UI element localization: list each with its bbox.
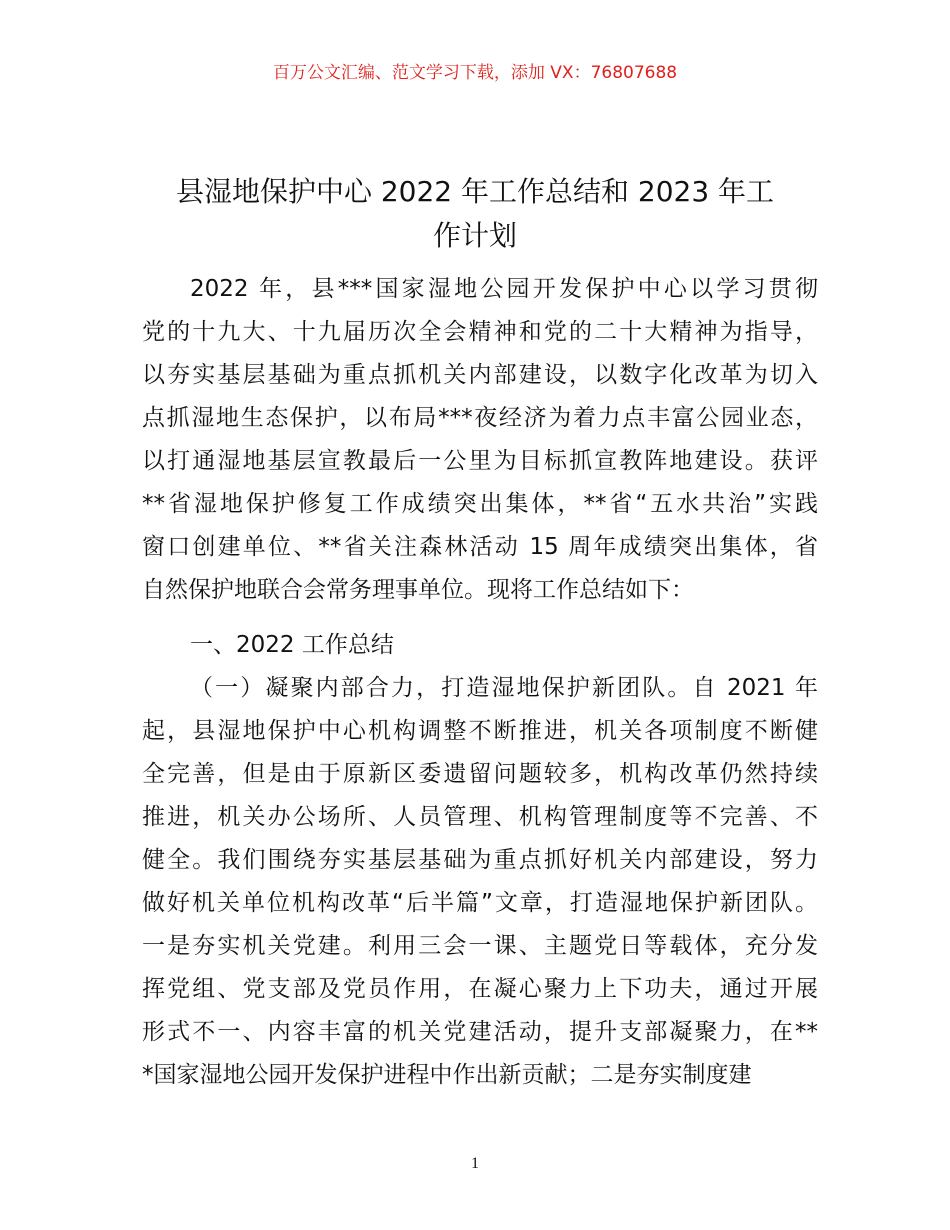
text-line: 起，县湿地保护中心机构调整不断推进，机关各项制度不断健	[142, 718, 818, 744]
text-line: 窗口创建单位、**省关注森林活动 15 周年成绩突出集体，省	[142, 534, 818, 560]
page-number: 1	[471, 1155, 479, 1172]
text-line: *国家湿地公园开发保护进程中作出新贡献；二是夯实制度建	[142, 1062, 752, 1088]
text-line: 党的十九大、十九届历次全会精神和党的二十大精神为指导，	[142, 319, 818, 345]
text-line: 挥党组、党支部及党员作用，在凝心聚力上下功夫，通过开展	[142, 976, 818, 1002]
text-line: **省湿地保护修复工作成绩突出集体，**省“五水共治”实践	[142, 491, 818, 517]
text-line: 做好机关单位机构改革“后半篇”文章，打造湿地保护新团队。	[142, 890, 818, 916]
text-line: 以打通湿地基层宣教最后一公里为目标抓宣教阵地建设。获评	[142, 448, 818, 474]
text-line: 点抓湿地生态保护，以布局***夜经济为着力点丰富公园业态，	[142, 405, 818, 431]
text-line: 形式不一、内容丰富的机关党建活动，提升支部凝聚力，在**	[142, 1019, 818, 1045]
text-line: 自然保护地联合会常务理事单位。现将工作总结如下：	[142, 577, 694, 603]
watermark-header: 百万公文汇编、范文学习下载，添加 VX：76807688	[272, 63, 678, 83]
text-line: 2022 年，县***国家湿地公园开发保护中心以学习贯彻	[190, 276, 818, 302]
text-line: （一）凝聚内部合力，打造湿地保护新团队。自 2021 年	[190, 675, 818, 701]
text-line: 全完善，但是由于原新区委遗留问题较多，机构改革仍然持续	[142, 761, 818, 787]
text-line: 推进，机关办公场所、人员管理、机构管理制度等不完善、不	[142, 804, 818, 830]
text-line: 一是夯实机关党建。利用三会一课、主题党日等载体，充分发	[142, 933, 818, 959]
text-line: 以夯实基层基础为重点抓机关内部建设，以数字化改革为切入	[142, 362, 818, 388]
document-title-line-1: 县湿地保护中心 2022 年工作总结和 2023 年工	[175, 175, 775, 208]
section-heading: 一、2022 工作总结	[190, 632, 394, 658]
text-line: 健全。我们围绕夯实基层基础为重点抓好机关内部建设，努力	[142, 847, 818, 873]
document-title-line-2: 作计划	[432, 219, 517, 252]
